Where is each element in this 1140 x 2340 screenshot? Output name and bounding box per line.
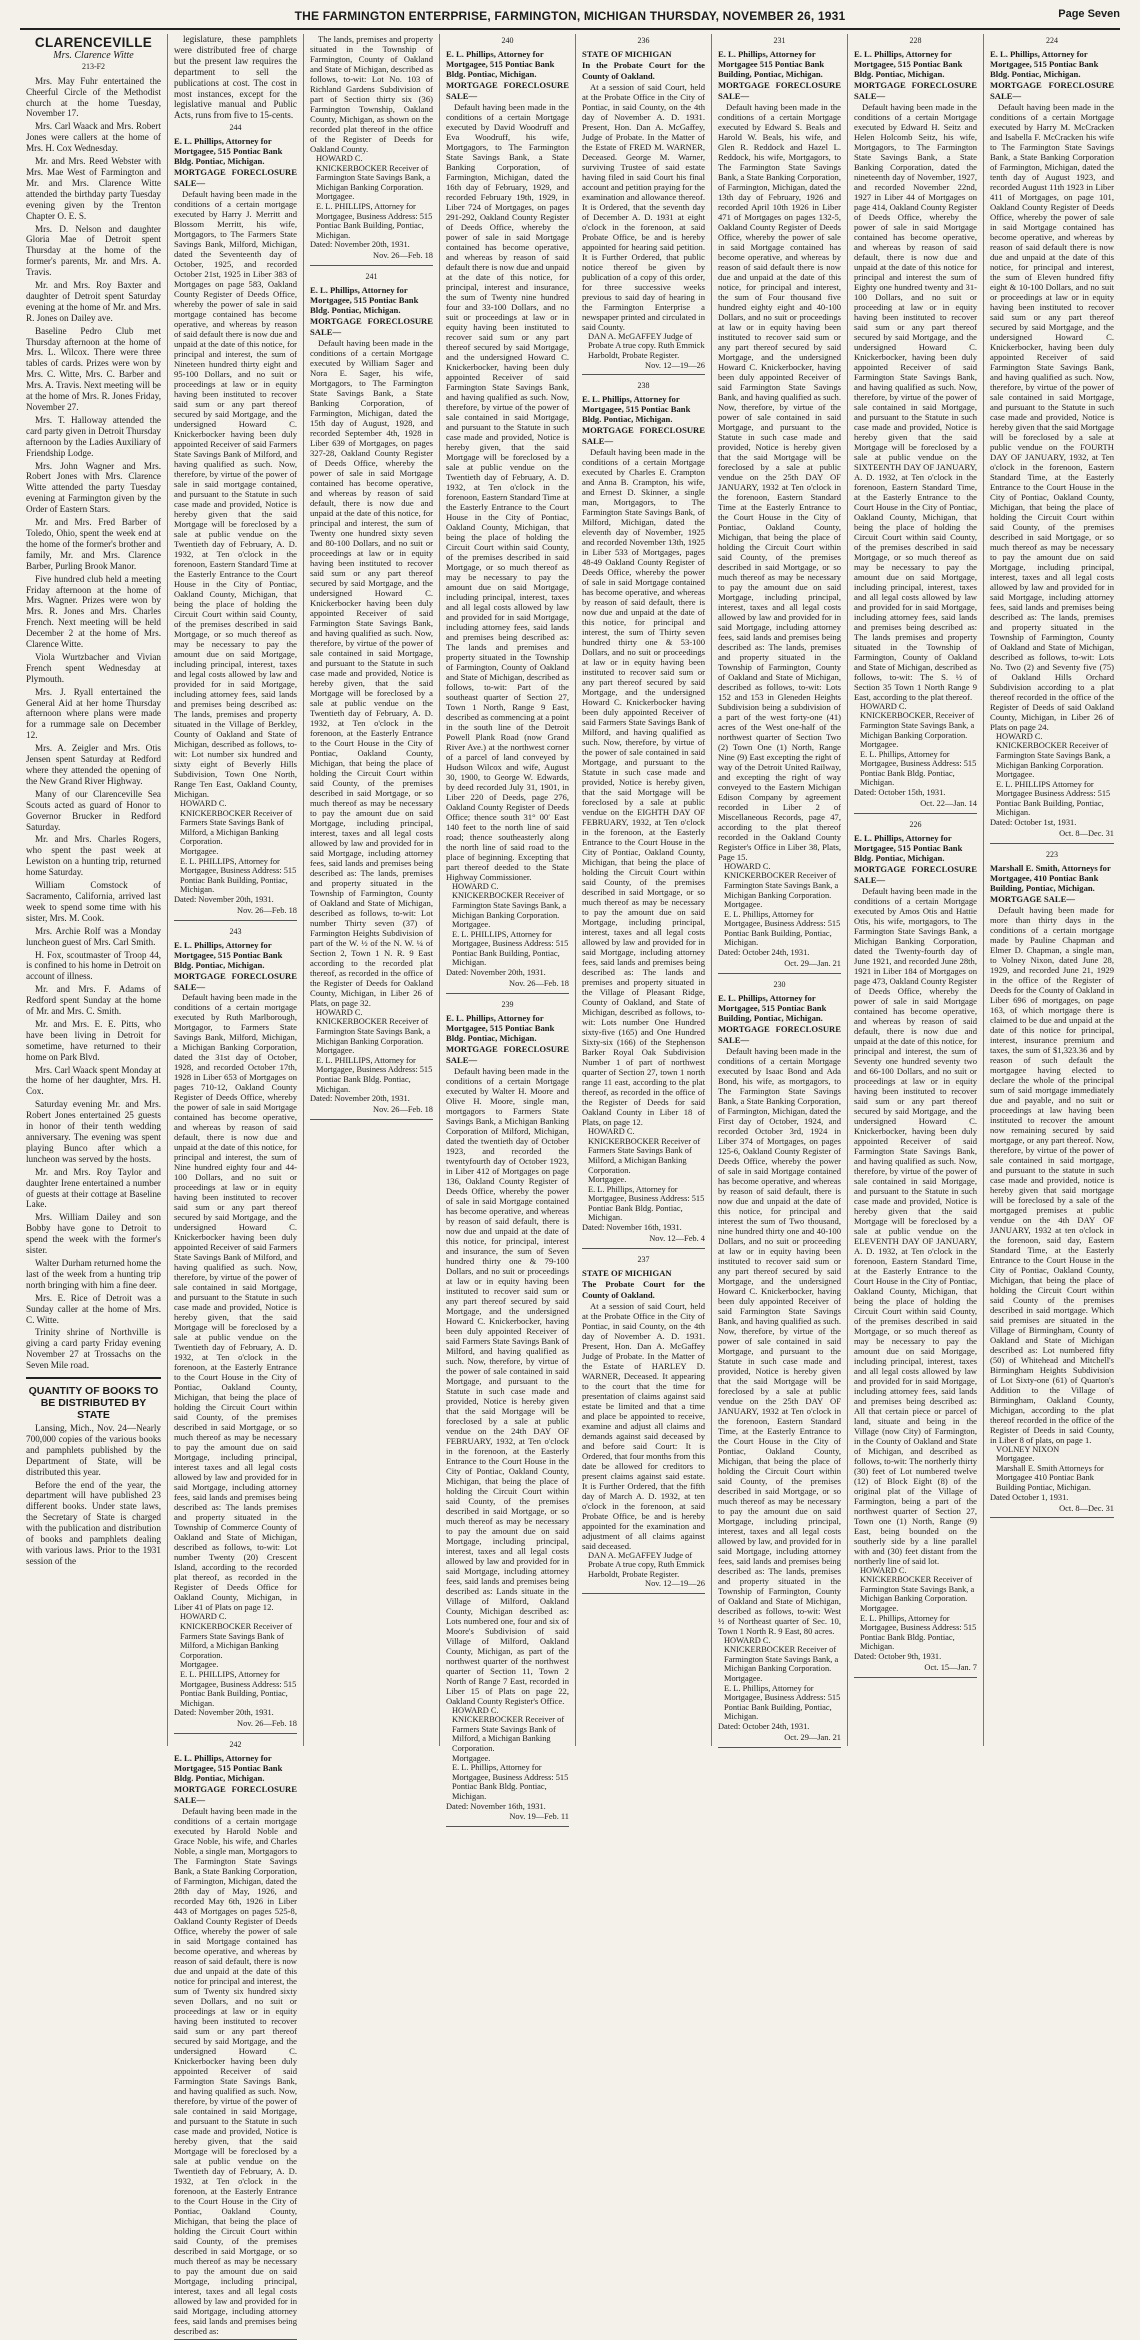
notice-divider (446, 993, 569, 994)
notice-divider (854, 813, 977, 814)
notice-body: Default having been made in the conditions of a certain mortgage executed by Harry J. Merritt and Blossom Merritt, his wife, Mortgagors, to The Farmers State Savings Bank, Milford, Michigan, dated the Seventeenth day of October, 1925, and recorded October 21st, 1925 in Liber 383 of Mortgages on page 583, Oakland County Register of Deeds Office, whereby the power of sale in said mortgage contained has become operative, and whereas by reason of said default there is now due and unpaid at the date of this notice, for principal and interest, the sum of Nineteen hundred thirty eight and 95-100 Dollars, and no suit or proceedings at law or in equity having been instituted to recover said sum or any part thereof secured by said Mortgage, and the undersigned Howard C. Knickerbocker having been duly appointed Receiver of said Farmers State Savings Bank of Milford, and having qualified as such. Now, therefore, by virtue of the power of sale in said mortgage contained, and pursuant to the Statute in such case made and provided, Notice is hereby given that the said Mortgage will be foreclosed by a sale at public vendue on the Twentieth day of February, A. D. 1932, at Ten o'clock in the forenoon, Eastern Standard Time at the Easterly Entrance to the Court House in the City of Pontiac, Oakland County, Michigan, that being the place of holding the Circuit Court within said County, of the premises described in said Mortgage, or so much thereof as may be necessary to pay the amount due on said Mortgage, including principal, interest, taxes and legal costs allowed by law and provided for in said Mortgage, including attorney fees, said lands and premises being described as: The lands, premises and property situated in the Village of Berkley, County of Oakland and State of Michigan, described as follows, to-wit: Lot number six hundred and sixty eight of Beverly Hills Subdivision, Town One North, Range Ten East, Oakland County, Michigan. (174, 188, 297, 799)
notice-divider (582, 374, 705, 375)
notice-role: Mortgagee. (180, 846, 219, 856)
notice-receiver: VOLNEY NIXON (996, 1444, 1060, 1454)
column-7 (848, 34, 984, 1746)
notice-body: Default having been made in the conditions of a certain Mortgage executed by William Sager and Nora E. Sager, his wife, Mortgagors, to The Farmington State Savings Bank, a State Banking Corporation, of Farmington, Michigan, dated the 15th day of August, 1928, and recorded September 4th, 1928 in Liber 639 of Mortgages, on pages 327-28, Oakland County Register of Deeds Office, whereby the power of sale in said Mortgage contained has become operative, and whereas by reason of said default, there is now due and unpaid at the date of this notice, for principal and interest, the sum of Twenty one hundred sixty seven and 80-100 Dollars, and no suit or proceedings at law or in equity having been instituted to recover said sum or any part thereof secured by said Mortgage, and the undersigned Howard C. Knickerbocker having been duly appointed Receiver of said Farmington State Savings Bank, and having qualified as such. Now, therefore, by virtue of the power of sale contained in said Mortgage, and pursuant to the Statute in such case made and provided, Notice is hereby given, that the said Mortgage will be foreclosed by a sale at public vendue on the Twentieth day of February, A. D. 1932, at Ten o'clock in the forenoon, at the Easterly Entrance to the Court House in the City of Pontiac, Oakland County, Michigan, that being the place of holding the Circuit Court within said County, of the premises described in said Mortgage, or so much thereof as may be necessary to pay the amount due on said Mortgage, including principal, interest, taxes and all legal costs allowed by law and provided for in said Mortgage, including attorney fees, said lands and premises being described as: The lands, premises and property situated in the Township of Farmington, County of Oakland and State of Michigan, described as follows, to-wit: Lot number Thirty seven (37) of Farmington Heights Subdivision of part of the W. ½ of the N. W. ¼ of Section 2, Town 1 N. R. 9 East according to the recorded plat thereof, as recorded in the office of the Register of Deeds for Oakland County, Michigan, in Liber 26 of Plats, on page 32. (310, 337, 433, 1008)
notice-type: MORTGAGE FORECLOSURE SALE— (174, 167, 297, 189)
notice-attorney: E. L. Phillips, Attorney for Mortgagee, 515 Pontiac Bank Bldg. Pontiac, Michigan. (854, 832, 963, 863)
notice-receiver: HOWARD C. KNICKERBOCKER Receiver of Farmers State Savings Bank of Milford, a Michigan Banking Corporation. (180, 1612, 293, 1660)
notice-body: Default having been made in the conditions of a certain mortgage executed by Harold Noble and Grace Noble, his wife, and Charles Noble, a single man, Mortgagors to The Farmington State Savings Bank, a State Banking Corporation, of Farmington, Michigan, dated the 28th day of May, 1926, and recorded May 6th, 1926 in Liber 443 of Mortgages on pages 525-8, Oakland County Register of Deeds Office, whereby the power of sale in said Mortgage contained has become operative, and whereas by reason of said default, there is now due and unpaid at the date of this notice for principal and interest, the sum of Twenty six hundred sixty seven Dollars, and no suit or proceedings at law or in equity having been instituted to recover said sum or any part thereof secured by said Mortgage, and the undersigned Howard C. Knickerbocker having been duly appointed Receiver of said Farmington State Savings Bank, and having qualified as such. Now, therefore, by virtue of the power of sale contained in said Mortgage, and pursuant to the Statute in such case made and provided, Notice is hereby given, that the said Mortgage will be foreclosed by a sale at public vendue on the Twentieth day of February, A. D. 1932, at Ten o'clock in the forenoon, at the Easterly Entrance to the Court House in the City of Pontiac, Oakland County, Michigan, that being the place of holding the Circuit Court within said County, of the premises described in said Mortgage, or so much thereof as may be necessary to pay the amount due on said Mortgage, including principal, interest, taxes and all legal costs allowed by law and provided for in said Mortgage, including attorney fees, said lands and premises being described as: (174, 1805, 297, 2336)
news-item: Mr. and Mrs. Fred Barber of Toledo, Ohio, spent the week end at the home of the former's brother and family, Mr. and Mrs. Clarence Barber, Purling Brook Manor. (26, 517, 161, 571)
clarenceville-items (26, 76, 161, 1371)
notice-role: Mortgagee. (860, 740, 899, 750)
news-item: Mr. and Mrs. Charles Rogers, who spent the past week at Lewiston on a hunting trip, returned home Saturday. (26, 834, 161, 878)
notice-body: Default having been made in the conditions of a certain Mortgage executed by Amos Otis and Hattie Otis, his wife, mortgagors, to The Farmington State Savings Bank, a Michigan Banking Corporation, dated the Twenty-fourth day of June 1921, and recorded June 28th, 1921 in Liber 184 of Mortgages on page 473, Oakland County Register of Deeds Office, whereby the power of sale in said Mortgage contained has become operative, and whereas by reason of said default, there is now due and unpaid at the date of this notice, for principal and interest, the sum of Seventy one hundred seventy two and 66-100 Dollars, and no suit or proceedings at law or in equity having been instituted to recover said sum or any part thereof secured by said Mortgage, and the undersigned Howard C. Knickerbocker, having been duly appointed Receiver of said Farmington State Savings Bank, and having qualified as such. Now, therefore, by virtue of the power of sale contained in said Mortgage, and pursuant to the Statute in such case made and provided, Notice is hereby given that the said Mortgage will be foreclosed by a sale at public vendue on the ELEVENTH DAY OF JANUARY, A. D. 1932, at Ten o'clock in the forenoon, Eastern Standard Time, at the Easterly Entrance to the Court House in the City of Pontiac, Oakland County, Michigan, that being the place of holding the Circuit Court within said County, of the premises described in said Mortgage, or so much thereof as may be necessary to pay the amount due on said Mortgage, including principal, interest, taxes and all legal costs allowed by law and provided for in said Mortgage, including attorney fees, said lands and premises being described as: All that certain piece or parcel of land, situate and being in the Village (now City) of Farmington, in the County of Oakland and State of Michigan, and described as follows, to-wit: The northerly thirty (30) feet of Lot numbered twelve (12) of Block Eight (8) of the original plat of the Village of Farmington, being a part of the northwest quarter of Section 27, Town one (1) North, Range (9) East, being bounded on the southerly side by a line parallel with and (30) feet distant from the northerly line of said lot. (854, 885, 977, 1566)
news-item: Mrs. J. Ryall entertained the General Aid at her home Thursday afternoon where plans were made for a rummage sale on December 12. (26, 686, 161, 741)
news-item: Mrs. Archie Rolf was a Monday luncheon guest of Mrs. Carl Smith. (26, 925, 161, 947)
notice-attorney-address: E. L. Phillips, Attorney for Mortgagee, Business Address: 515 Pontiac Bank Building, Pontiac, Michigan. (724, 909, 841, 948)
notice-run-dates: Nov. 26—Feb. 18 (509, 978, 569, 988)
notice-role: Mortgagee. (724, 900, 763, 910)
notice-number: 223 (1046, 849, 1058, 859)
notice-role: Mortgagee. (180, 1660, 219, 1670)
notice-run-dates: Nov. 26—Feb. 18 (237, 1719, 297, 1729)
notice-body: Default having been made in the conditions of a certain Mortgage executed by Edward S. Beals and Harold W. Beals, his wife, and Glen R. Reddock and Hazel L. Reddock, his wife, Mortgagors, to The Farmington State Savings Bank, a State Banking Corporation, of Farmington, Michigan, dated the 13th day of February, 1926 and recorded April 10th 1926 in Liber 471 of Mortgages on pages 132-5, Oakland County Register of Deeds Office, whereby the power of sale in said Mortgage contained has become operative, and whereas by reason of said default there is now due and unpaid at the date of this notice, for principal and interest, the sum of Four thousand five hundred eighty eight and 40-100 Dollars, and no suit or proceedings at law or in equity having been instituted to recover said sum or any part thereof secured by said Mortgage, and the undersigned Howard C. Knickerbocker, having been duly appointed Receiver of said Farmington State Savings Bank, and having qualified as such. Now, therefore, by virtue of the power of sale contained in said Mortgage, and pursuant to the Statute in such case made and provided, Notice is hereby given that the said Mortgage will be foreclosed by a sale at public vendue on the 25th DAY OF JANUARY, 1932 at Ten o'clock in the forenoon, Eastern Standard Time at the Easterly Entrance to the Court House in the City of Pontiac, Oakland County, Michigan, that being the place of holding the Circuit Court within said County, of the premises described in said Mortgage, or so much thereof as may be necessary to pay the amount due on said Mortgage, including principal, interest, taxes and all legal costs allowed by law and provided for in said Mortgage, including attorney fees, said lands and premises being described as: The lands, premises and property situated in the Township of Farmington, County of Oakland and State of Michigan, described as follows, to-wit: Lots 152 and 153 in Gleneden Heights Subdivision being a subdivision of a part of the west forty-one (41) acres of the West one-half of the northwest quarter of Section Two (2) Town One (1) North, Range Nine (9) East excepting the right of way of the Detroit United Railway, and excepting the right of way conveyed to the Eastern Michigan Edison Company by agreement recorded in Liber 2 of Miscellaneous Records, page 47, according to the plat thereof recorded in the Oakland County Register's Office in Liber 38, Plats, Page 15. (718, 101, 841, 862)
notice-receiver: HOWARD C. KNICKERBOCKER, Receiver of Farmington State Savings Bank, a Michigan Banking Corporation. (860, 701, 975, 740)
notice-run-dates: Nov. 26—Feb. 18 (237, 905, 297, 915)
legal-notice (446, 1000, 569, 1827)
notice-divider (718, 1747, 841, 1748)
notice-type: The Probate Court for the County of Oakland. (582, 1278, 705, 1300)
notice-date: Dated: November 16th, 1931. (582, 1223, 682, 1233)
notice-attorney-address: E. L. Phillips, Attorney for Mortgagee, Business Address: 515 Pontiac Bank Bldg. Pontiac, Michigan. (860, 1613, 977, 1652)
news-item: Mrs. May Fuhr entertained the Cheerful Circle of the Methodist church at the home Tuesday, November 17. (26, 75, 161, 119)
news-item: Mr. and Mrs. F. Adams of Redford spent Sunday at the home of Mr. and Mrs. C. Smith. (26, 984, 161, 1017)
notice-body: Default having been made in the conditions of a certain mortgage executed by Ruth Marlborough, Mortgagor, to Farmers State Savings Bank, Milford, Michigan, a Michigan Banking Corporation, dated the 31st day of October, 1928, and recorded October 17th, 1928 in Liber 653 of Mortgages on pages 710-12, Oakland County Register of Deeds Office, whereby the power of sale in said Mortgage contained has become operative, and whereas by reason of said default, there is now due and unpaid at the date of this notice, for principal and interest, the sum of Nine hundred eighty four and 44-100 Dollars, and no suit or proceedings at law or in equity having been instituted to recover said sum or any part thereof secured by said Mortgage, and the undersigned Howard C. Knickerbocker having been duly appointed Receiver of said Farmers State Savings Bank of Milford, and having qualified as such. Now, therefore, by virtue of the power of sale contained in said Mortgage, and pursuant to the Statute in such case made and provided, Notice is hereby given, that the said Mortgage will be foreclosed by a sale at public vendue on the Twentieth day of February, A. D. 1932, at Ten o'clock in the forenoon, at the Easterly Entrance to the Court House in the City of Pontiac, Oakland County, Michigan, that being the place of holding the Circuit Court within said County, of the premises described in said Mortgage, or so much thereof as may be necessary to pay the amount due on said Mortgage, including principal, interest taxes and all legal costs allowed by law and provided for in said Mortgage, including attorney fees, said lands and premises being described as: The lands premises and property situated in the Township of Commerce County of Oakland and State of Michigan, described as follows, to-wit: Lot number Twenty (20) Crescent Island, according to the recorded plat thereof, as recorded in the Register of Deeds Office for Oakland County, Michigan, in Liber 41 of Plats on page 12. (174, 992, 297, 1613)
notice-type: MORTGAGE FORECLOSURE SALE— (174, 1784, 297, 1805)
notice-number: 244 (229, 123, 242, 133)
notice-run-dates: Nov. 12—19—26 (645, 360, 705, 370)
legal-notice (990, 850, 1114, 1519)
news-item: Before the end of the year, the department will have published 23 different books. Under state laws, the Secretary of State is charged with the publication and distribution of books and pamphlets dealing with various laws. Prior to the 1931 session of the (26, 1479, 161, 1566)
notice-number: 228 (909, 36, 922, 45)
notice-attorney-address: E. L. Phillips, Attorney for Mortgagee, Business Address: 515 Pontiac Bank Bldg. Pontiac, Michigan. (588, 1184, 705, 1223)
notice-body: Default having been made in the conditions of a certain Mortgage executed by Edward H. Seitz and Helen Holcomb Seitz, his wife, Mortgagors, to The Farmington State Savings Bank, a State Banking Corporation, dated the nineteenth day of November, 1927, and recorded November 22nd, 1927 in Liber 44 of Mortgages on page 414, Oakland County Register of Deeds Office, whereby the power of sale in said Mortgage contained has become operative, and whereas by reason of said default, there is now due and unpaid at the date of this notice for principal and interest the sum of Eighty one hundred twenty and 31-100 Dollars, and no suit or proceeding at law or in equity having been instituted to recover said sum or any part thereof secured by said Mortgage, and the undersigned Howard C. Knickerbocker, having been duly appointed Receiver of said Farmington State Savings Bank, and having qualified as such. Now, therefore, by virtue of the power of sale contained in said Mortgage, and pursuant to the Statute in such case made and provided, Notice is hereby given that the said Mortgage will be foreclosed by a sale at public vendue on the SIXTEENTH DAY OF JANUARY, A. D. 1932, at Ten o'clock in the forenoon, Eastern Standard Time, at the Easterly Entrance to the Court House in the City of Pontiac, Oakland County, Michigan, that being the place of holding the Circuit Court within said County, of the premises described in said Mortgage, or so much thereof as may be necessary to pay the amount due on said Mortgage, including principal, interest, taxes and all legal costs allowed by law and provided for in said Mortgage, including attorney fees, said lands and premises being described as: The lands premises and property situated in the Township of Farmington, County of Oakland and State of Michigan, described as follows, to-wit: The S. ½ of Section 35 Town 1 North Range 9 East, according to the plat thereof. (854, 101, 977, 702)
notice-run-dates: Nov. 19—Feb. 11 (509, 1812, 569, 1822)
notice-attorney-address: E. L. Phillips, Attorney for Mortgagee, Business Address: 515 Pontiac Bank Building, Pontiac, Michigan. (724, 1683, 841, 1722)
news-item: H. Fox, scoutmaster of Troop 44, is confined to his home in Detroit on account of illness. (26, 949, 161, 982)
clarenceville-headline: CLARENCEVILLE (34, 35, 153, 50)
notice-run-dates: Nov. 26—Feb. 18 (373, 1105, 433, 1115)
notice-run-dates: Oct. 8—Dec. 31 (1059, 828, 1114, 838)
notice-date: Dated October 1, 1931. (990, 1492, 1069, 1502)
notice-date: Dated: October 15th, 1931. (854, 788, 946, 798)
news-item: Saturday evening Mr. and Mrs. Robert Jones entertained 25 guests in honor of their tenth wedding anniversary. The evening was spent playing Bunco after which a luncheon was served by the hosts. (26, 1099, 161, 1164)
news-item: Mrs. D. Nelson and daughter Gloria Mae of Detroit spent Thursday at the home of the former's parents, Mr. and Mrs. A. Travis. (26, 223, 161, 278)
legal-notice (582, 36, 705, 375)
notice-number: 240 (501, 36, 514, 45)
news-item: Mr. and Mrs. Reed Webster with Mrs. Mae West of Farmington and Mr. and Mrs. Clarence Witte attended the birthday party Tuesday evening given by the Trenton Chapter O. E. S. (26, 156, 161, 221)
notice-divider (310, 1119, 433, 1120)
notice-body: Default having been made in the conditions of a certain Mortgage executed by David Woodruff and Eva Woodruff, his wife, Mortgagors, to The Farmington State Savings Bank, a State Banking Corporation, of Farmington, Michigan, dated the 16th day of February, 1929, and recorded February 19th, 1929, in Liber 724 of Mortgages, on pages 291-292, Oakland County Register of Deeds Office, whereby the power of sale in said Mortgage contained has become operative, and whereas by reason of said default there is now due and unpaid at the date of this notice, for principal, interest and insurance, the sum of Twenty nine hundred four and 33-100 Dollars, and no suit or proceedings at law or in equity having been instituted to recover said sum or any part thereof secured by said Mortgage, and the undersigned Howard C. Knickerbocker, having been duly appointed Receiver of said Farmington State Savings Bank, and having qualified as such. Now, therefore, by virtue of the power of sale contained in said Mortgage, and pursuant to the Statute in such case made and provided, Notice is hereby given, that the said Mortgage will be foreclosed by a sale at public vendue on the Twentieth day of February, A. D. 1932, at Ten o'clock in the forenoon, Eastern Standard Time at the Easterly Entrance to the Court House in the City of Pontiac, Oakland County, Michigan, that being the place of holding the Circuit Court within said County, of the premises described in said Mortgage, or so much thereof as may be necessary to pay the amount due on said Mortgage, including principal, interest, taxes and all legal costs allowed by law and provided for in said Mortgage, including attorney fees, said lands and premises being described as: The lands and premises and property situated in the Township of Farmington, County of Oakland and State of Michigan, described as follows, to-wit: Part of the southeast quarter of Section 27, Town 1 North, Range 9 East, described as commencing at a point in the south line of the Detroit Powell Plank Road (now Grand River Ave.) at the northwest corner of a parcel of land conveyed by Hudson Wilcox and wife, August 30, 1900, to George W. Edwards, by deed recorded July 31, 1901, in Liber 220 of Deeds, page 276, Oakland County Register of Deeds Office; thence south 31° 00′ East 140 feet to the north line of said road; thence southeasterly along the north line of said road to the place of beginning. Excepting that part thereof deeded to the State Highway Commissioner. (446, 101, 569, 882)
notice-body: Default having been made for more than thirty days in the conditions of a certain mortgage made by Pauline Chapman and Elmer D. Chapman, a single man, to Volney Nixon, dated June 28, 1929, and recorded June 21, 1929 in the office of the Register of Deeds for the County of Oakland in Liber 696 of mortgages, on page 163, of which mortgage there is claimed to be due and unpaid at the date of this notice for principal, interest, insurance premium and taxes, the sum of $1,323.36 and by reason of such default the mortgagee having elected to declare the whole of the principal sum of said mortgage immediately due and payable, and no suit or proceedings at law having been instituted to recover the amount now remaining secured by said mortgage, or any part thereof. Now, therefore, by virtue of the power of sale contained in said mortgage, and pursuant to the statute in such case made and provided, notice is hereby given that said mortgage will be foreclosed by a sale of the mortgaged premises at public vendue on the 4th DAY OF JANUARY, 1932 at ten o'clock in the forenoon, said day, Eastern Standard Time, at the Easterly Entrance to the Court House in the City of Pontiac, Oakland County, Michigan, that being the place of holding the Circuit Court within said County of the premises described in said mortgage. Which said premises are situated in the Village of Birmingham, County of Oakland and State of Michigan described as: Lot numbered fifty (50) of Whitehead and Mitchell's Birmingham Heights Subdivision of Lot Sixty-one (61) of Quarton's Addition to the Village of Birmingham, Oakland County, Michigan, according to the plat thereof recorded in the office of the Register of Deeds in said County, in Liber 8 of plats, on page 1. (990, 904, 1114, 1445)
notice-divider (174, 1733, 297, 1734)
notice-receiver: DAN A. McGAFFEY Judge of Probate A true copy. Ruth Emmick Harboldt, Probate Register. (588, 331, 705, 360)
notice-body: The lands, premises and property situated in the Township of Farmington, County of Oakland and State of Michigan, described as follows, to-wit: Lot No. 103 of Richland Gardens Subdivision of part of Section thirty six (36) Farmington Township, Oakland County, Michigan, as shown on the recorded plat thereof in the office of the Register of Deeds for Oakland County. (310, 34, 433, 154)
legal-notice (718, 36, 841, 974)
legal-notice (718, 980, 841, 1748)
notice-attorney: E. L. Phillips, Attorney for Mortgagee, 515 Pontiac Bank Bldg. Pontiac, Michigan. (446, 48, 555, 79)
column-4 (440, 34, 576, 1822)
legal-notice (854, 36, 977, 814)
notice-attorney: Marshall E. Smith, Attorneys for Mortgagee, 410 Pontiac Bank Building, Pontiac, Michigan. (990, 862, 1111, 893)
notice-date: Dated: October 9th, 1931. (854, 1651, 942, 1661)
news-item: Mr. and Mrs. E. E. Pitts, who have been living in Detroit for sometime, have returned to their home on Park Blvd. (26, 1018, 161, 1062)
notice-receiver: HOWARD C. KNICKERBOCKER Receiver of Farmington State Savings Bank, a Michigan Banking Corporation. (452, 881, 567, 920)
notice-role: Mortgagee. (452, 1753, 491, 1763)
notice-type: MORTGAGE FORECLOSURE SALE— (582, 425, 705, 447)
notice-date: Dated: October 24th, 1931. (718, 948, 810, 958)
notice-attorney-address: Marshall E. Smith Attorneys for Mortgagee 410 Pontiac Bank Building Pontiac, Michigan. (996, 1463, 1104, 1493)
notice-run-dates: Oct. 15—Jan. 7 (924, 1662, 977, 1672)
news-item: Lansing, Mich., Nov. 24—Nearly 700,000 copies of the various books and pamphlets published by the Department of State, will be distributed this year. (26, 1423, 161, 1477)
notice-attorney-address: E. L. PHILLIPS, Attorney for Mortgagee, Business Address: 515 Pontiac Bank Building, Pontiac, Michigan. (316, 201, 433, 240)
notice-role: Mortgagee. (316, 192, 355, 202)
notice-attorney: E. L. Phillips, Attorney for Mortgagee 515 Pontiac Bank Building, Pontiac, Michigan. (718, 48, 825, 79)
notice-body: Default having been made in the conditions of a certain Mortgage executed by Harry M. McCracken and Isabella F. McCracken his wife to The Farmington State Savings Bank, a State Banking Corporation of Farmington, Michigan, dated the tenth day of August 1923, and recorded August 11th 1923 in Liber 411 of Mortgages, on page 101, Oakland County Register of Deeds Office, whereby the power of sale in said Mortgage contained has become operative, and whereas by reason of said default there is now due and unpaid at the date of this notice, for principal and interest, the sum of Eleven hundred fifty eight & 10-100 Dollars, and no suit or proceedings at law or in equity having been instituted to recover said sum or any part thereof secured by said Mortgage, and the undersigned Howard C. Knickerbocker, having been duly appointed Receiver of said Farmington State Savings Bank, and having qualified as such. Now, therefore, by virtue of the power of sale contained in said Mortgage, and pursuant to the Statute in such case made and provided, Notice is hereby given that the said Mortgage will be foreclosed by a sale at public vendue on the FOURTH DAY OF JANUARY, 1932, at Ten o'clock in the forenoon, Eastern Standard Time, at the Easterly Entrance to the Court House in the City of Pontiac, Oakland County, Michigan, that being the place of holding the Circuit Court within said County, of the premises described in said Mortgage, or so much thereof as may be necessary to pay the amount due on said Mortgage, including principal, interest, taxes and all legal costs allowed by law and provided for in said Mortgage, including attorney fees, said lands and premises being described as: The lands, premises and property situated in the Township of Farmington, County of Oakland and State of Michigan, described as follows, to-wit: Lots No. Two (2) and Seventy five (75) of Oakland Hills Orchard Subdivision according to a plat thereof recorded in the office of the Register of Deeds of said Oakland County, Michigan, in Liber 26 of Plats on page 24. (990, 101, 1114, 732)
notice-divider (582, 1248, 705, 1249)
notice-role: Mortgagee. (996, 1454, 1035, 1464)
notice-body: At a session of said Court, held at the Probate Office in the City of Pontiac, in said County, on the 4th day of November A. D. 1931. Present, Hon. Dan A. McGaffey, Judge of Probate. In the Matter of the Estate of FRED M. WARNER, Deceased. George M. Warner, surviving Trustee of said estate having filed in said Court his final account and petition praying for the examination and allowance thereof. It is Ordered, that the seventh day of December A. D. 1931 at eight o'clock in the forenoon, at said Probate Office, be and is hereby appointed for hearing said petition. It is Further Ordered, that public notice thereof be given by publication of a copy of this order, for three successive weeks previous to said day of hearing in the Farmington Enterprise a newspaper printed and circulated in said County. (582, 81, 705, 332)
legal-notice (854, 820, 977, 1678)
news-item: Mrs. A. Zeigler and Mrs. Otis Jensen spent Saturday at Redford where they attended the opening of the New Grand River Highway. (26, 743, 161, 786)
notice-date: Dated: November 20th, 1931. (446, 968, 546, 978)
news-item: Baseline Pedro Club met Thursday afternoon at the home of Mrs. L. Wilcox. There were three tables of cards. Prizes were won by Mrs. C. Witte, Mrs. C. Barber and Mrs. A. Travis. Next meeting will be at the home of Mrs. R. Jones Friday, November 27. (26, 325, 162, 412)
legal-notice (310, 34, 433, 266)
notice-receiver: HOWARD C. KNICKERBOCKER Receiver of Farmington State Savings Bank, a Michigan Banking Corporation. (316, 154, 431, 192)
notice-receiver: HOWARD C. KNICKERBOCKER Receiver of Farmington State Savings Bank, a Michigan Banking Corporation. (724, 1635, 839, 1674)
legal-notice (446, 36, 569, 994)
notice-receiver: HOWARD C. KNICKERBOCKER Receiver of Farmington State Savings Bank, a Michigan Banking Corporation. (996, 731, 1111, 770)
legal-notice (174, 123, 297, 920)
continued-paragraph: legislature, these pamphlets were distributed free of charge but the present law requires the department to sell the publications at cost. The cost in most instances, except for the legislative manual and Public Acts, runs from five to 15-cents. (174, 34, 297, 121)
notice-attorney-address: E. L. PHILLIPS Attorney for Mortgagee Business Address: 515 Pontiac Bank Building, Pontiac, Michigan. (996, 779, 1111, 818)
notice-divider (990, 843, 1114, 844)
notice-body: Default having been made in the conditions of a certain Mortgage executed by Walter H. Moore and Olive H. Moore, single man, mortgagors to Farmers State Savings Bank, a Michigan Banking Corporation of Milford, Michigan, dated the twentieth day of October 1923, and recorded the twentyfourth day of October 1923, in Liber 412 of Mortgages on page 136, Oakland County Register of Deeds Office, whereby the power of sale in said Mortgage contained has become operative, and whereas by reason of said default, there is now due and unpaid at the date of this notice, for principal, interest and insurance, the sum of Seven hundred thirty one & 79-100 Dollars, and no suit or proceedings at law or in equity having been instituted to recover said sum or any part thereof secured by said Mortgage, and the undersigned Howard C. Knickerbocker, having been duly appointed Receiver of said Farmers State Savings Bank of Milford, and having qualified as such. Now, therefore, by virtue of the power of sale contained in said Mortgage, and pursuant to the Statute in such case made and provided, Notice is hereby given that the said Mortgage will be foreclosed by a sale at public vendue on the 24th DAY OF FEBRUARY, 1932, at Ten o'clock in the forenoon, at the Easterly Entrance to the Court House in the City of Pontiac, Oakland County, Michigan, that being the place of holding the Circuit Court within said County, of the premises described in said Mortgage, or so much thereof as may be necessary to pay the amount due on said Mortgage, including principal, interest, taxes and all legal costs allowed by law and provided for in said Mortgage, including attorney fees, said lands and premises being described as: Lands situate in the Village of Milford, Oakland County, Michigan described as: Lots numbered one, four and six of Moore's Subdivision of said Village of Milford, Oakland County, Michigan, as part of the northwest quarter of the northwest quarter of Section 11, Town 2 North of Range 7 East, recorded in Liber 15 of Plats on page 22, Oakland County Register's Office. (446, 1065, 569, 1706)
legal-notice (990, 36, 1114, 844)
notice-receiver: HOWARD C. KNICKERBOCKER Receiver of Farmington State Savings Bank, a Michigan Banking Corporation. (316, 1007, 431, 1046)
notice-receiver: HOWARD C. KNICKERBOCKER Receiver of Farmers State Savings Bank of Milford, a Michigan Banking Corporation. (588, 1127, 701, 1175)
notice-attorney: E. L. Phillips, Attorney for Mortgagee, 515 Pontiac Bank Bldg. Pontiac, Michigan. (174, 939, 283, 970)
legal-notice (582, 381, 705, 1248)
notice-run-dates: Oct. 29—Jan. 21 (784, 958, 841, 968)
notice-type: MORTGAGE FORECLOSURE SALE— (990, 79, 1114, 101)
notice-number: 237 (637, 1254, 650, 1264)
column-6 (712, 34, 848, 1746)
clarenceville-byline: Mrs. Clarence Witte (53, 49, 134, 61)
notice-type: MORTGAGE SALE— (990, 893, 1075, 904)
notice-attorney-address: E. L. PHILLIPS, Attorney for Mortgagee, Business Address: 515 Pontiac Bank Building, Pontiac, Michigan. (180, 1670, 297, 1708)
notice-role: Mortgagee. (316, 1046, 355, 1056)
notice-date: Dated: November 20th, 1931. (174, 1708, 274, 1718)
notice-role: Mortgagee. (860, 1603, 899, 1613)
notice-attorney-address: E. L. PHILLIPS, Attorney for Mortgagee, Business Address: 515 Pontiac Bank Building, Pontiac, Michigan. (452, 929, 569, 968)
notice-run-dates: Oct. 22—Jan. 14 (920, 798, 977, 808)
news-item: Walter Durham returned home the last of the week from a hunting trip north bringing with him a fine deer. (26, 1257, 161, 1290)
notice-attorney: E. L. Phillips, Attorney for Mortgagee, 515 Pontiac Bank Building, Pontiac, Michigan. (718, 992, 827, 1023)
legal-notice (310, 272, 433, 1120)
notice-receiver: HOWARD C. KNICKERBOCKER Receiver of Farmers State Savings Bank of Milford, a Michigan Banking Corporation. (452, 1705, 565, 1753)
quantity-headline: QUANTITY OF BOOKS TO BE DISTRIBUTED BY STATE (26, 1377, 161, 1421)
notice-type: MORTGAGE FORECLOSURE SALE— (310, 316, 433, 337)
column-3 (304, 34, 440, 1746)
notice-divider (582, 1593, 705, 1594)
column-5 (576, 34, 712, 1746)
news-item: Viola Wurtzbacher and Vivian French spent Wednesday at Plymouth. (26, 651, 161, 684)
news-item: Mrs. William Dailey and son Bobby have gone to Detroit to spend the week with the former's sister. (26, 1212, 161, 1256)
notice-attorney: E. L. Phillips, Attorney for Mortgagee, 515 Pontiac Bank Bldg. Pontiac, Michigan. (174, 136, 283, 167)
notice-attorney: E. L. Phillips, Attorney for Mortgagee, 515 Pontiac Bank Bldg. Pontiac, Michigan. (582, 394, 691, 425)
notice-type: MORTGAGE FORECLOSURE SALE— (718, 1023, 841, 1045)
news-item: Mrs. Carl Waack and Mrs. Robert Jones were callers at the home of Mrs. H. Cox Wednesday. (26, 121, 161, 154)
notice-attorney: E. L. Phillips, Attorney for Mortgagee, 515 Pontiac Bank Bldg. Pontiac, Michigan. (446, 1012, 555, 1043)
notice-number: 241 (365, 272, 378, 282)
legal-notice (174, 927, 297, 1734)
notice-date: Dated: November 20th, 1931. (310, 1094, 410, 1104)
notice-receiver: HOWARD C. KNICKERBOCKER Receiver of Farmington State Savings Bank, a Michigan Banking Corporation. (860, 1565, 975, 1604)
notice-type: MORTGAGE FORECLOSURE SALE— (854, 863, 977, 885)
notice-attorney: E. L. Phillips, Attorney for Mortgagee, 515 Pontiac Bank Bldg. Pontiac, Michigan. (310, 285, 419, 316)
notice-body: At a session of said Court, held at the Probate Office in the City of Pontiac, in said County, on the 4th day of November A. D. 1931. Present, Hon. Dan A. McGaffey Judge of Probate. In the Matter of the Estate of HARLEY D. WARNER, Deceased. It appearing to the court that the time for presentation of claims against said estate be limited and that a time and place be appointed to receive, examine and adjust all claims and demands against said deceased by and before said Court: It is Ordered, that four months from this date be allowed for creditors to present claims against said estate. It is Further Ordered, that the fifth day of March A. D. 1932, at ten o'clock in the forenoon, at said Probate Office, be and is hereby appointed for the examination and adjustment of all claims against said deceased. (582, 1300, 705, 1551)
notice-type: MORTGAGE FORECLOSURE SALE— (446, 79, 569, 101)
notice-attorney: E. L. Phillips, Attorney for Mortgagee, 515 Pontiac Bank Bldg. Pontiac, Michigan. (854, 48, 963, 79)
page-number: Page Seven (1058, 8, 1120, 20)
news-item: Mr. and Mrs. Roy Taylor and daughter Irene entertained a number of guests at their cottage at Baseline Lake. (26, 1166, 161, 1210)
notice-date: Dated: November 20th, 1931. (174, 894, 274, 904)
notice-receiver: HOWARD C. KNICKERBOCKER Receiver of Farmington State Savings Bank, a Michigan Banking Corporation. (724, 861, 839, 900)
notice-role: Mortgagee. (588, 1175, 627, 1185)
notice-attorney-address: E. L. Phillips, Attorney for Mortgagee, Business Address: 515 Pontiac Bank Bldg. Pontiac, Michigan. (452, 1763, 569, 1801)
notice-run-dates: Nov. 26—Feb. 18 (373, 251, 433, 261)
notice-run-dates: Nov. 12—Feb. 4 (649, 1233, 705, 1243)
notice-number: 238 (637, 381, 650, 391)
notice-attorney: E. L. Phillips, Attorney for Mortgagee, 515 Pontiac Bank Bldg. Pontiac, Michigan. (990, 48, 1099, 79)
notice-receiver: DAN A. McGAFFEY Judge of Probate A true copy, Ruth Emmick Harboldt, Probate Register. (588, 1550, 705, 1579)
notice-attorney: E. L. Phillips, Attorney for Mortgagee, 515 Pontiac Bank Bldg. Pontiac, Michigan. (174, 1753, 283, 1784)
notice-type: MORTGAGE FORECLOSURE SALE— (174, 970, 297, 992)
notice-role: Mortgagee. (996, 770, 1035, 780)
notice-number: 239 (501, 999, 514, 1009)
notice-divider (718, 973, 841, 974)
legal-notice (582, 1255, 705, 1594)
notice-number: 226 (909, 819, 922, 829)
notice-divider (854, 1677, 977, 1678)
news-item: Many of our Clarenceville Sea Scouts acted as guard of Honor to Governor Brucker in Redford Saturday. (26, 788, 161, 832)
notice-attorney: STATE OF MICHIGAN (582, 1267, 672, 1278)
notice-attorney-address: E. L. Phillips, Attorney for Mortgagee, Business Address: 515 Pontiac Bank Bldg. Pontiac, Michigan. (860, 749, 977, 788)
notice-receiver: HOWARD C. KNICKERBOCKER Receiver of Farmers State Savings Bank of Milford, a Michigan Banking Corporation. (180, 798, 293, 847)
notice-type: MORTGAGE FORECLOSURE SALE— (718, 79, 841, 101)
column-2 (168, 34, 304, 2336)
notice-role: Mortgagee. (724, 1673, 763, 1683)
notice-run-dates: Oct. 29—Jan. 21 (784, 1732, 841, 1742)
news-item: William Comstock of Sacramento, California, arrived last week to spend some time with his sister, Mrs. M. Cook. (26, 880, 161, 923)
news-item: Mrs. Carl Waack spent Monday at the home of her daughter, Mrs. H. Cox. (26, 1064, 161, 1097)
notice-attorney-address: E. L. PHILLIPS, Attorney for Mortgagee, Business Address: 515 Pontiac Bank Building, Pontiac, Michigan. (180, 856, 297, 895)
notice-date: Dated: November 20th, 1931. (310, 240, 410, 250)
notice-divider (446, 1826, 569, 1827)
notice-date: Dated: November 16th, 1931. (446, 1801, 546, 1811)
notice-role: Mortgagee. (452, 920, 491, 930)
notice-run-dates: Oct. 8—Dec. 31 (1059, 1503, 1114, 1513)
notice-body: Default having been made in the conditions of a certain Mortgage executed by Isaac Bond and Ada Bond, his wife, as mortgagors, to The Farmington State Savings Bank, a State Banking Corporation, of Farmington, Michigan, dated the First day of October, 1924, and recorded October 3rd, 1924 in Liber 374 of Mortgages, on pages 125-6, Oakland County Register of Deeds Office, whereby the power of sale in said Mortgage contained has become operative, and whereas by reason of said default, there is now due and unpaid at the date of this notice, for principal and interest the sum of Two thousand, nine hundred thirty one and 40-100 Dollars, and no suit or proceeding at law or in equity having been instituted to recover said sum or any part thereof secured by said Mortgage, and the undersigned Howard C. Knickerbocker, having been duly appointed Receiver of said Farmington State Savings Bank, and having qualified as such. Now, therefore, by virtue of the power of sale contained in said Mortgage, and pursuant to the Statute in such case made and provided, Notice is hereby given that the said Mortgage will be foreclosed by a sale at public vendue on the 25th DAY OF JANUARY, 1932 at Ten o'clock in the forenoon, Eastern Standard Time, at the Easterly Entrance to the Court House in the City of Pontiac, Oakland County, Michigan, that being the place of holding the Circuit Court within said County, of the premises described in said Mortgage, or so much thereof as may be necessary to pay the amount due on said Mortgage, including principal, interest, taxes and all legal costs allowed by law, and provided for in said Mortgage, including attorney fees, said lands and premises being described as: The lands, premises and property situated in the Township of Farmington, County of Oakland and State of Michigan, described as follows, to-wit: West ½ of Northeast quarter of Sec. 10, Town 1 North R. 9 East, 80 acres. (718, 1045, 841, 1636)
news-item: Mr. and Mrs. Roy Baxter and daughter of Detroit spent Saturday evening at the home of Mr. and Mrs. R. Jones on Dailey ave. (26, 280, 161, 323)
notice-divider (310, 265, 433, 266)
column-8 (984, 34, 1120, 1746)
notice-number: 230 (773, 979, 786, 989)
news-item: Mrs. John Wagner and Mrs. Robert Jones with Mrs. Clarence Witte attended the party Tuesday evening at Farmington given by the Order of Eastern Stars. (26, 460, 161, 515)
notice-date: Dated: October 1st, 1931. (990, 818, 1077, 828)
legal-notice (174, 1740, 297, 2340)
notice-attorney-address: E. L. PHILLIPS, Attorney for Mortgagee, Business Address: 515 Pontiac Bank Bldg. Pontiac, Michigan. (316, 1055, 433, 1094)
clarenceville-phone: 213-F2 (81, 61, 106, 71)
masthead (20, 4, 1120, 30)
news-item: Trinity shrine of Northville is giving a card party Friday evening November 27 at Trossachs on the Seven Mile road. (26, 1327, 161, 1371)
notice-divider (990, 1517, 1114, 1518)
masthead-title: THE FARMINGTON ENTERPRISE, FARMINGTON, MICHIGAN THURSDAY, NOVEMBER 26, 1931 (294, 9, 846, 23)
notice-type: MORTGAGE FORECLOSURE SALE— (446, 1043, 569, 1065)
notice-attorney: STATE OF MICHIGAN (582, 48, 672, 59)
news-item: Mrs. T. Halloway attended the card party given in Detroit Thursday afternoon by the Ladies Auxiliary of Friendship Lodge. (26, 414, 161, 458)
notice-number: 224 (1046, 36, 1058, 45)
notice-type: In the Probate Court for the County of Oakland. (582, 59, 705, 81)
notice-type: MORTGAGE FORECLOSURE SALE— (854, 79, 977, 101)
notice-run-dates: Nov. 12—19—26 (645, 1579, 705, 1589)
notice-number: 236 (637, 36, 650, 45)
notice-body: Default having been made in the conditions of a certain Mortgage executed by Charles E. Crampton and Anna B. Crampton, his wife, and Ernest D. Skinner, a single man, Mortgagors, to The Farmington State Savings Bank, of Milford, Michigan, dated the eleventh day of November, 1925 and recorded November 13th, 1925 in Liber 533 of Mortgages, pages 48-49 Oakland County Register of Deeds Office, whereby the power of sale in said Mortgage contained has become operative, and whereas by reason of said default, there is now due and unpaid at the date of this notice, for principal and interest, the sum of Thirty seven hundred thirty one & 53-100 Dollars, and no suit or proceedings at law or in equity having been instituted to recover said sum or any part thereof secured by said Mortgage, and the undersigned Howard C. Knickerbocker having been duly appointed Receiver of said Farmers State Savings Bank of Milford, and having qualified as such. Now, therefore, by virtue of the power of sale contained in said Mortgage, and pursuant to the Statute in such case made and provided, Notice is hereby given, that the said Mortgage will be foreclosed by a sale at public vendue on the EIGHTH DAY OF FEBRUARY, 1932, at Ten o'clock in the forenoon, at the Easterly Entrance to the Court House in the City of Pontiac, Oakland County, Michigan, that being the place of holding the Circuit Court within said County, of the premises described in said Mortgage, or so much thereof as may be necessary to pay the amount due on said Mortgage, including principal, interest, taxes and all legal costs allowed by law and provided for in said Mortgage, including attorney fees, said lands and premises being described as: The lands and premises and property situated in the Village of Pleasant Ridge, County of Oakland, and State of Michigan, described as follows, to-wit: Lots number One Hundred sixty-five (165) and One Hundred Sixty-six (166) of the Stephenson Barker Royal Oak Subdivision Number 1 of part of northwest quarter of Section 27, town 1 north range 11 east, according to the plat thereof, as recorded in the office of the Register of Deeds for said Oakland County in Liber 18 of Plats, on page 12. (582, 447, 705, 1128)
notice-date: Dated: October 24th, 1931. (718, 1721, 810, 1731)
columns (20, 34, 1120, 2336)
news-item: Mrs. E. Rice of Detroit was a Sunday caller at the home of Mrs. C. Witte. (26, 1292, 161, 1325)
notice-number: 231 (773, 36, 786, 45)
quantity-items (26, 1423, 161, 1567)
news-item: Five hundred club held a meeting Friday afternoon at the home of Mrs. Wagner. Prizes were won by Mrs. R. Jones and Mrs. Charles French. Next meeting will be held December 2 at the home of Mrs. Clarence Witte. (26, 573, 161, 650)
notice-number: 242 (229, 1740, 242, 1750)
notice-number: 243 (229, 926, 242, 936)
notice-divider (174, 920, 297, 921)
column-1 (20, 34, 168, 1746)
